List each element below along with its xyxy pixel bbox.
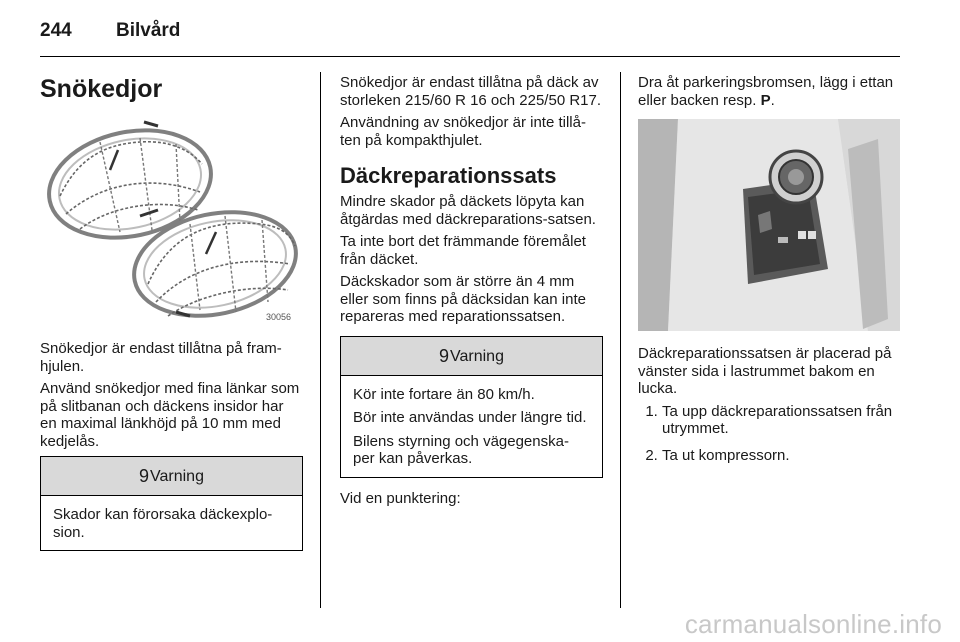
- list-item: 1. Ta upp däckreparationssatsen från utrymmet.: [662, 403, 901, 438]
- warning-box: [40, 456, 303, 551]
- watermark: carmanualsonline.info: [684, 609, 942, 639]
- paragraph: Vid en punktering:: [340, 489, 461, 507]
- column-right: [638, 74, 901, 473]
- column-left: [40, 74, 303, 551]
- park-gear-label: P: [760, 91, 771, 109]
- warning-title: Varning: [450, 347, 504, 365]
- paragraph: Snökedjor är endast tillåtna på däck av storleken 215/60 R 16 och 225/50 R17.: [340, 74, 602, 109]
- warning-body: [41, 496, 302, 550]
- paragraph: Ta inte bort det främmande föremålet från däcket.: [340, 233, 586, 268]
- warning-box: [340, 336, 603, 478]
- paragraph: Använd snökedjor med fina länkar som på slitbanan och däckens insidor har en maximal länkhöjd på 10 mm med kedjelås.: [40, 380, 300, 450]
- warning-line: Kör inte fortare än 80 km/h.: [353, 385, 535, 403]
- paragraph: [638, 74, 901, 109]
- column-divider: [320, 72, 321, 608]
- warning-line: Bör inte användas under längre tid.: [353, 409, 587, 426]
- paragraph-end: .: [770, 91, 775, 109]
- page-number: 244: [40, 20, 72, 41]
- warning-title: Varning: [150, 468, 204, 485]
- steps-list: [638, 403, 901, 465]
- chapter-title: Bilvård: [116, 20, 181, 41]
- figure-code: 30056: [266, 312, 292, 322]
- warning-icon: 9: [139, 466, 150, 486]
- warning-header: [341, 337, 602, 376]
- trunk-compartment-illustration: [638, 119, 900, 331]
- warning-body: [341, 376, 602, 477]
- section-title-snow-chains: Snökedjor: [40, 75, 163, 103]
- page-header: [40, 18, 900, 57]
- column-middle: [340, 74, 603, 512]
- warning-line: Bilens styrning och vägegenska-per kan påverkas.: [353, 432, 569, 467]
- warning-icon: 9: [439, 345, 450, 366]
- paragraph-text: Dra åt parkeringsbromsen, lägg i ettan eller backen resp.: [638, 74, 894, 109]
- paragraph: Snökedjor är endast tillåtna på fram-hjulen.: [40, 340, 282, 375]
- section-title-tire-repair-kit: Däckreparationssats: [340, 163, 557, 188]
- column-divider: [620, 72, 621, 608]
- list-item: 2. Ta ut kompressorn.: [662, 447, 901, 465]
- warning-header: [41, 457, 302, 496]
- snow-chains-illustration: [40, 114, 300, 326]
- paragraph: Däckskador som är större än 4 mm eller som finns på däcksidan kan inte repareras med reparationssatsen.: [340, 273, 586, 325]
- paragraph: Användning av snökedjor är inte tillå-ten på kompakthjulet.: [340, 114, 586, 149]
- paragraph: Däckreparationssatsen är placerad på vänster sida i lastrummet bakom en lucka.: [638, 345, 892, 397]
- warning-text: Skador kan förorsaka däckexplo-sion.: [53, 506, 273, 541]
- paragraph: Mindre skador på däckets löpyta kan åtgärdas med däckreparations-satsen.: [340, 193, 596, 228]
